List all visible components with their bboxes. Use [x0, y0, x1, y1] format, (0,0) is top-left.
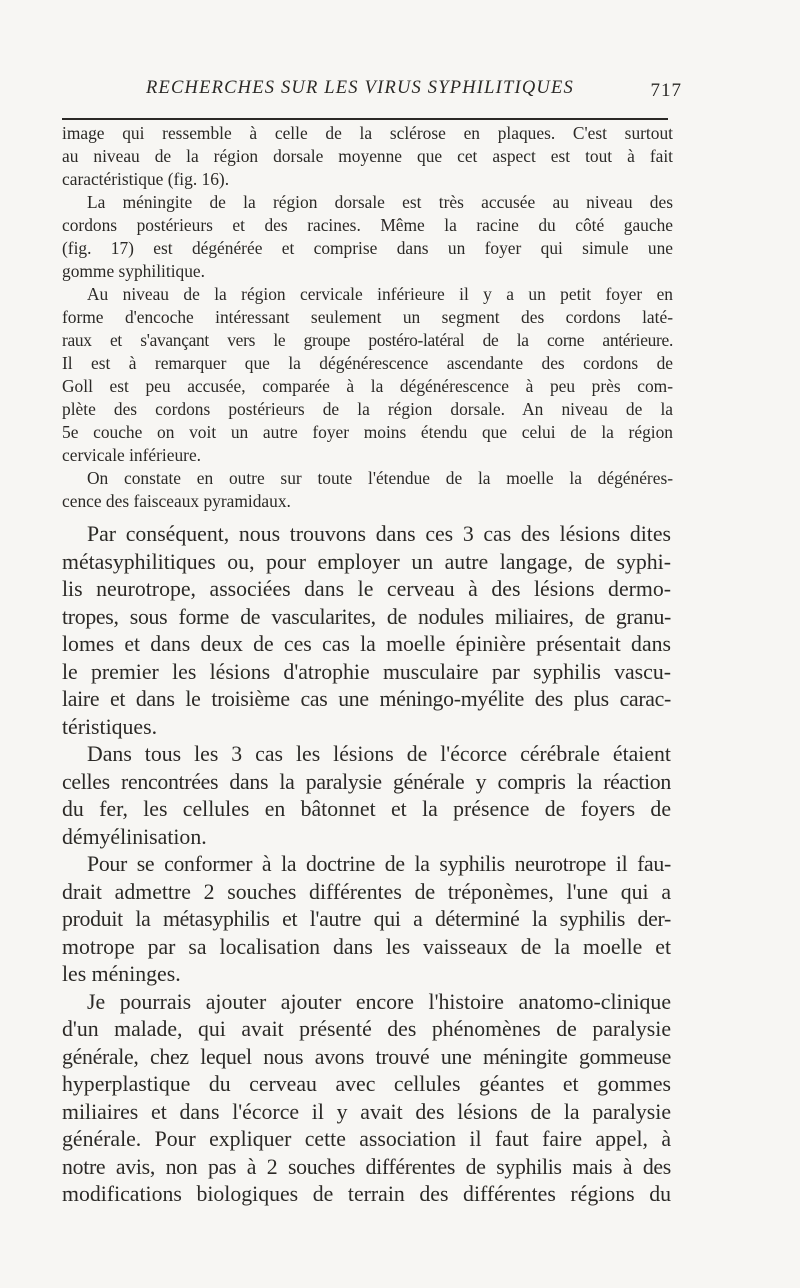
text-line: notre avis, non pas à 2 souches différentes de syphilis mais à des	[62, 1154, 671, 1179]
header-rule	[62, 118, 668, 120]
text-line: motrope par sa localisation dans les vaisseaux de la moelle et	[62, 934, 671, 959]
running-title: RECHERCHES SUR LES VIRUS SYPHILITIQUES	[146, 78, 574, 98]
text-line: forme d'encoche intéressant seulement un segment des cordons laté-	[62, 307, 673, 327]
text-line: lomes et dans deux de ces cas la moelle épinière présentait dans	[62, 632, 671, 656]
text-line: cence des faisceaux pyramidaux.	[62, 491, 291, 511]
text-line: tropes, sous forme de vascularites, de nodules miliaires, de granu-	[62, 604, 671, 629]
text-line: du fer, les cellules en bâtonnet et la présence de foyers de	[62, 797, 671, 821]
text-line: Goll est peu accusée, comparée à la dégénérescence à peu près com-	[62, 376, 673, 396]
text-line: caractéristique (fig. 16).	[62, 169, 230, 189]
running-header	[62, 78, 682, 104]
paragraph	[62, 851, 671, 989]
text-line: le premier les lésions d'atrophie musculaire par syphilis vascu-	[62, 659, 671, 684]
text-line: 5e couche on voit un autre foyer moins étendu que celui de la région	[62, 422, 673, 442]
text-line: image qui ressemble à celle de la sclérose en plaques. C'est surtout	[62, 123, 673, 143]
text-line: hyperplastique du cerveau avec cellules géantes et gommes	[62, 1072, 671, 1096]
text-line: modifications biologiques de terrain des différentes régions du	[62, 1182, 671, 1206]
page-number: 717	[650, 80, 682, 101]
text-line: drait admettre 2 souches différentes de tréponèmes, l'une qui a	[62, 879, 671, 904]
text-line: celles rencontrées dans la paralysie générale y compris la réaction	[62, 769, 671, 794]
text-line: métasyphilitiques ou, pour employer un autre langage, de syphi-	[62, 549, 671, 574]
text-line: (fig. 17) est dégénérée et comprise dans un foyer qui simule une	[62, 238, 673, 258]
text-line: gomme syphilitique.	[62, 261, 205, 281]
paragraph	[62, 741, 671, 851]
text-line: laire et dans le troisième cas une méningo-myélite des plus carac-	[62, 687, 671, 711]
paragraph	[62, 521, 671, 741]
text-line: Je pourrais ajouter ajouter encore l'histoire anatomo-clinique	[87, 989, 671, 1014]
text-line: téristiques.	[62, 714, 158, 739]
text-line: Pour se conformer à la doctrine de la syphilis neurotrope il fau-	[87, 852, 671, 876]
text-line: La méningite de la région dorsale est très accusée au niveau des	[87, 192, 673, 212]
text-line: produit la métasyphilis et l'autre qui a déterminé la syphilis der-	[62, 907, 671, 931]
text-line: générale. Pour expliquer cette association il faut faire appel, à	[62, 1127, 671, 1151]
paragraph	[62, 122, 673, 191]
paragraph	[62, 191, 673, 283]
text-line: générale, chez lequel nous avons trouvé une méningite gommeuse	[62, 1044, 671, 1069]
paragraph	[62, 467, 673, 513]
text-line: raux et s'avançant vers le groupe postéro-latéral de la corne antérieure.	[62, 330, 673, 350]
text-line: cordons postérieurs et des racines. Même la racine du côté gauche	[62, 215, 673, 235]
paragraph	[62, 283, 673, 467]
text-line: cervicale inférieure.	[62, 445, 202, 465]
text-line: Dans tous les 3 cas les lésions de l'écorce cérébrale étaient	[87, 742, 671, 766]
text-line: démyélinisation.	[62, 824, 207, 849]
paragraph	[62, 989, 671, 1209]
text-line: Par conséquent, nous trouvons dans ces 3 cas des lésions dites	[87, 522, 671, 546]
text-line: miliaires et dans l'écorce il y avait des lésions de la paralysie	[62, 1099, 671, 1124]
text-line: les méninges.	[62, 962, 181, 986]
text-line: Il est à remarquer que la dégénérescence ascendante des cordons de	[62, 353, 673, 373]
text-line: au niveau de la région dorsale moyenne que cet aspect est tout à fait	[62, 146, 673, 166]
small-print-section	[62, 122, 673, 513]
text-line: plète des cordons postérieurs de la région dorsale. An niveau de la	[62, 399, 673, 419]
main-text-section	[62, 521, 671, 1209]
text-line: On constate en outre sur toute l'étendue de la moelle la dégénéres-	[87, 468, 673, 488]
text-line: Au niveau de la région cervicale inférieure il y a un petit foyer en	[87, 284, 673, 304]
text-line: lis neurotrope, associées dans le cerveau à des lésions dermo-	[62, 577, 671, 601]
text-line: d'un malade, qui avait présenté des phénomènes de paralysie	[62, 1017, 671, 1041]
